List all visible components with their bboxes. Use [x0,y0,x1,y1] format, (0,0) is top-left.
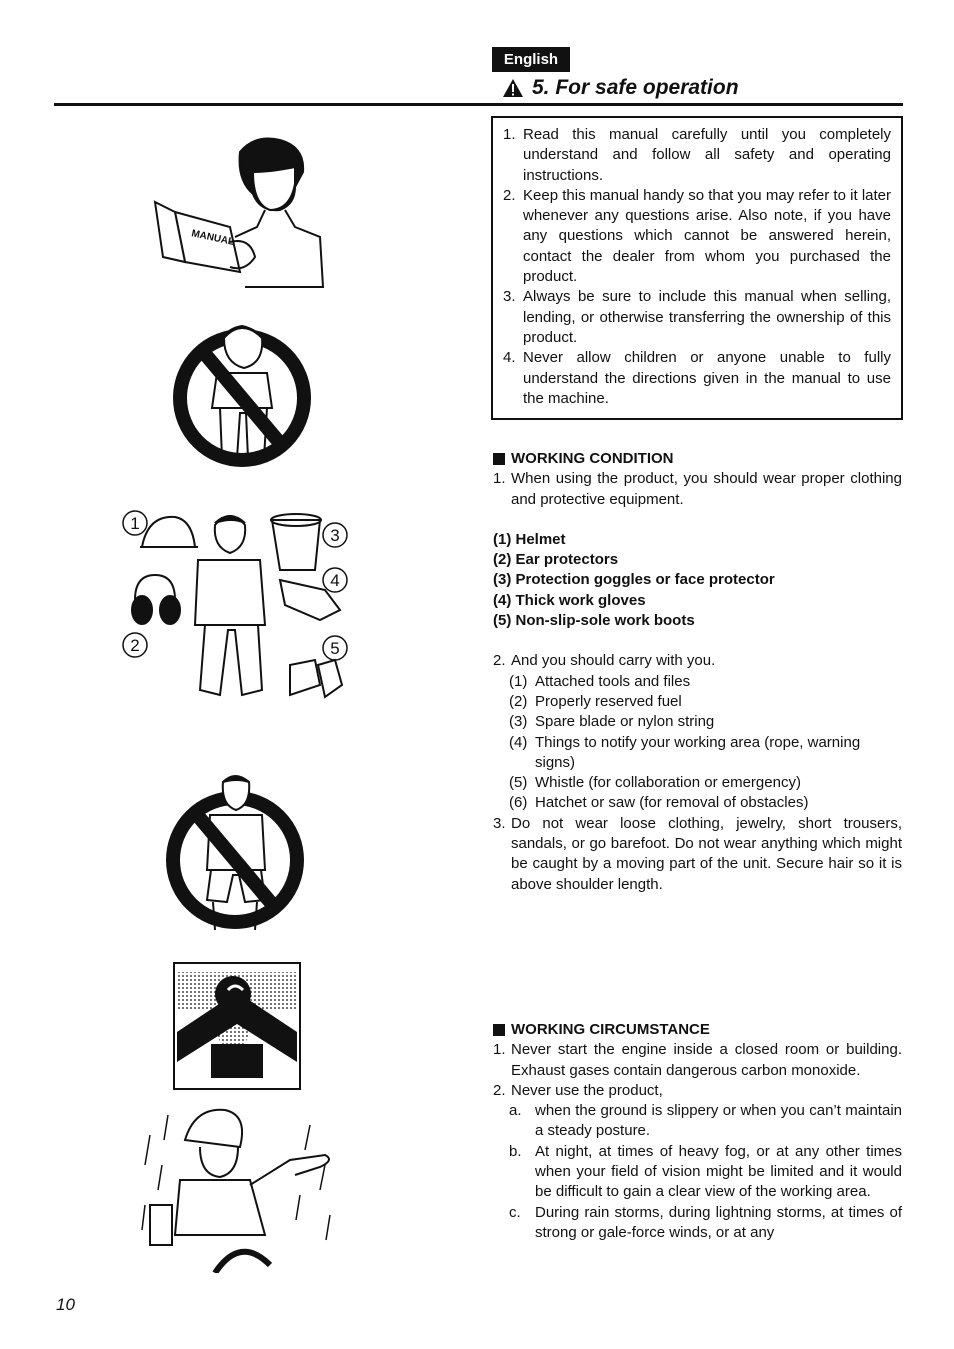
working-condition-item-1: 1. When using the product, you should wear proper clothing and protective equipment. [493,470,902,508]
equipment-item: (2) Ear protectors [493,551,619,569]
intro-item: 3. Always be sure to include this manual when selling, lending, or otherwise transferring the ownership of this product. [503,288,891,346]
carry-item: (4) Things to notify your working area (rope, warning signs) [509,733,861,771]
square-bullet-icon [493,453,505,465]
circumstance-subitem: a. when the ground is slippery or when you can’t maintain a steady posture. [509,1102,902,1140]
equipment-item: (5) Non-slip-sole work boots [493,612,695,630]
equipment-number: 2 [130,636,140,655]
equipment-number: 5 [330,639,340,658]
section-title [502,76,739,100]
equipment-item: (4) Thick work gloves [493,591,646,609]
working-circumstance-item-2: 2. Never use the product, [493,1081,663,1099]
intro-list [503,125,891,409]
working-condition-item-3: 3. Do not wear loose clothing, jewelry, short trousers, sandals, or go barefoot. Do not wear anything which might be caught by a moving part of the unit. Secure hair so it is above shoulder length. [493,814,902,893]
protective-equipment-illustration [120,505,350,705]
carry-item: (3) Spare blade or nylon string [509,713,715,731]
header-rule [54,103,903,106]
intro-item: 4. Never allow children or anyone unable to fully understand the directions given in the manual to use the machine. [503,349,891,407]
manual-cover-text: MANUAL [190,228,236,248]
equipment-number: 4 [330,571,340,590]
exhaust-gas-warning-icon [173,962,301,1090]
man-in-rain-illustration [140,1105,340,1273]
man-reading-manual-illustration [145,132,330,292]
intro-item: 1. Read this manual carefully until you completely understand and follow all safety and operating instructions. [503,126,891,184]
language-tag: English [492,47,570,72]
carry-item: (1) Attached tools and files [509,672,691,690]
carry-item: (6) Hatchet or saw (for removal of obstacles) [509,794,809,812]
working-circumstance-section [493,1020,902,1243]
working-condition-item-2: 2. And you should carry with you. [493,652,716,670]
equipment-item: (1) Helmet [493,530,566,548]
intro-box [491,116,903,420]
circumstance-subitem: b. At night, at times of heavy fog, or at any other times when your field of vision might be limited and it would be difficult to gain a clear view of the working area. [509,1142,902,1201]
equipment-number: 3 [330,526,340,545]
working-condition-heading: WORKING CONDITION [493,449,902,469]
carry-item: (2) Properly reserved fuel [509,692,682,710]
no-loose-clothing-illustration [165,770,310,938]
working-condition-section [493,449,902,895]
square-bullet-icon [493,1024,505,1036]
circumstance-subitem: c. During rain storms, during lightning storms, at times of strong or gale-force winds, or at any [509,1203,902,1241]
working-circumstance-heading: WORKING CIRCUMSTANCE [493,1020,902,1040]
warning-triangle-icon [502,78,524,98]
equipment-item: (3) Protection goggles or face protector [493,571,775,589]
page-number: 10 [56,1295,75,1314]
no-children-illustration [172,318,317,468]
intro-item: 2. Keep this manual handy so that you may refer to it later whenever any questions arise. Also note, if you have any questions which cannot be answered herein, contact the dealer from whom you purchased the product. [503,186,891,286]
working-circumstance-item-1: 1. Never start the engine inside a closed room or building. Exhaust gases contain dangerous carbon monoxide. [493,1041,902,1079]
equipment-number: 1 [130,514,140,533]
carry-item: (5) Whistle (for collaboration or emergency) [509,774,801,792]
section-title-text: 5. For safe operation [532,76,739,99]
